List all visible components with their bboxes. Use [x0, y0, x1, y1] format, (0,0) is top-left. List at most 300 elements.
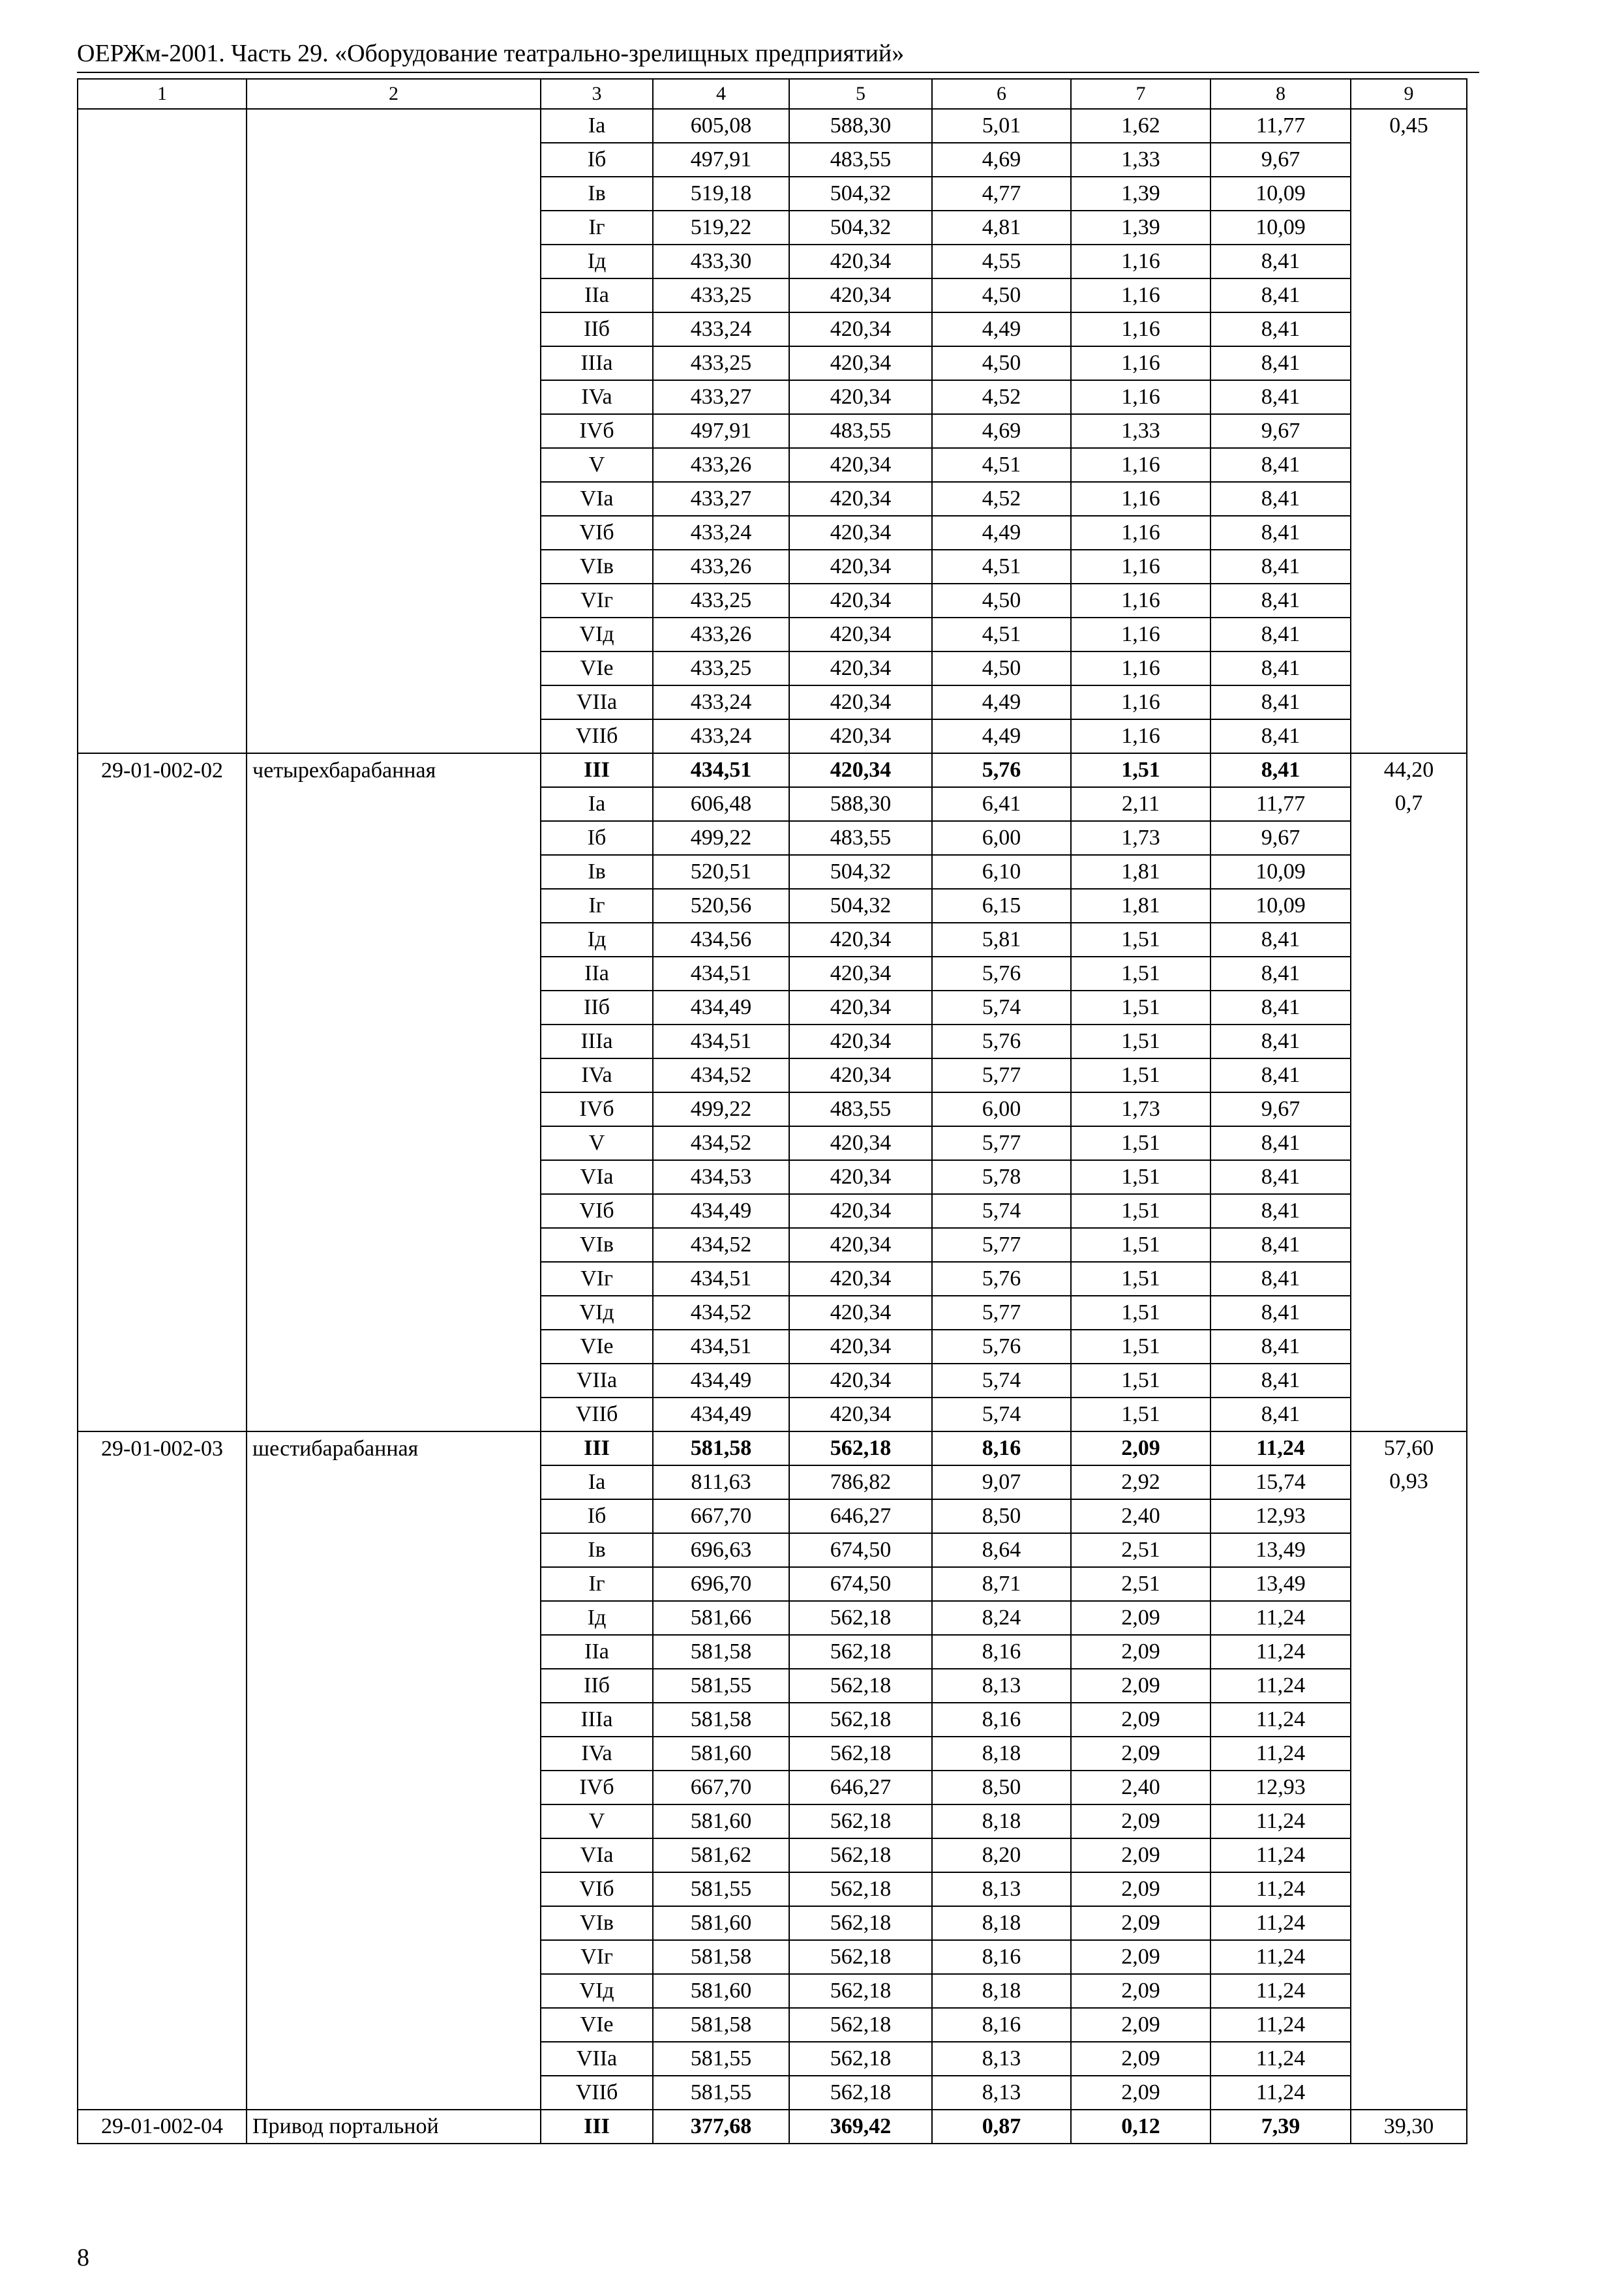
- table-row: [78, 651, 1467, 685]
- labor-cost-cell: 562,18: [789, 1669, 932, 1703]
- machine-wage-cell: 1,16: [1071, 584, 1210, 618]
- materials-cell: 12,93: [1210, 1499, 1351, 1533]
- machine-wage-cell: 1,39: [1071, 177, 1210, 211]
- labor-cost-cell: 420,34: [789, 1025, 932, 1058]
- machine-wage-cell: 1,39: [1071, 211, 1210, 245]
- machine-wage-cell: 2,09: [1071, 1940, 1210, 1974]
- materials-cell: 11,24: [1210, 2042, 1351, 2076]
- labor-hours-cell: [1351, 685, 1467, 719]
- page-number: 8: [77, 2244, 89, 2271]
- zone-cell: VIIa: [541, 685, 653, 719]
- labor-hours-cell: [1351, 448, 1467, 482]
- machine-cost-cell: 4,51: [932, 550, 1071, 584]
- materials-cell: 8,41: [1210, 584, 1351, 618]
- work-name-cell: четырехбарабанная: [247, 753, 541, 787]
- work-name-cell: Привод портальной: [247, 2110, 541, 2144]
- labor-hours-cell: [1351, 1635, 1467, 1669]
- zone-cell: III: [541, 2110, 653, 2144]
- labor-hours-cell: [1351, 1669, 1467, 1703]
- machine-cost-cell: 4,49: [932, 312, 1071, 346]
- materials-cell: 9,67: [1210, 143, 1351, 177]
- rate-code-cell: [78, 1296, 247, 1330]
- machine-wage-cell: 1,51: [1071, 1058, 1210, 1092]
- table-row: [78, 1533, 1467, 1567]
- labor-hours-cell: [1351, 957, 1467, 991]
- work-name-cell: [247, 1669, 541, 1703]
- total-cost-cell: 811,63: [653, 1465, 789, 1499]
- table-row: [78, 1330, 1467, 1364]
- labor-hours-cell: [1351, 1838, 1467, 1872]
- labor-cost-cell: 504,32: [789, 889, 932, 923]
- labor-cost-cell: 646,27: [789, 1499, 932, 1533]
- materials-cell: 9,67: [1210, 414, 1351, 448]
- total-cost-cell: 519,18: [653, 177, 789, 211]
- labor-cost-cell: 420,34: [789, 482, 932, 516]
- labor-cost-cell: 588,30: [789, 787, 932, 821]
- rate-code-cell: [78, 482, 247, 516]
- work-name-cell: [247, 312, 541, 346]
- table-row: [78, 1058, 1467, 1092]
- labor-hours-cell: [1351, 278, 1467, 312]
- work-name-cell: [247, 278, 541, 312]
- work-name-cell: [247, 346, 541, 380]
- table-row: [78, 1194, 1467, 1228]
- total-cost-cell: 581,60: [653, 1737, 789, 1771]
- work-name-cell: [247, 1330, 541, 1364]
- machine-cost-cell: 5,74: [932, 1194, 1071, 1228]
- work-name-cell: [247, 1533, 541, 1567]
- labor-hours-cell: [1351, 2076, 1467, 2110]
- labor-cost-cell: 562,18: [789, 1838, 932, 1872]
- labor-cost-cell: 420,34: [789, 516, 932, 550]
- work-name-cell: [247, 177, 541, 211]
- total-cost-cell: 433,24: [653, 685, 789, 719]
- machine-wage-cell: 1,16: [1071, 278, 1210, 312]
- total-cost-cell: 433,24: [653, 312, 789, 346]
- labor-cost-cell: 420,34: [789, 278, 932, 312]
- machine-cost-cell: 8,16: [932, 1431, 1071, 1465]
- rate-code-cell: 29-01-002-02: [78, 753, 247, 787]
- rate-code-cell: [78, 855, 247, 889]
- work-name-cell: [247, 245, 541, 278]
- zone-cell: Ia: [541, 1465, 653, 1499]
- machine-cost-cell: 4,49: [932, 719, 1071, 753]
- table-row: [78, 1296, 1467, 1330]
- table-row: [78, 1804, 1467, 1838]
- work-name-cell: [247, 1025, 541, 1058]
- materials-cell: 10,09: [1210, 889, 1351, 923]
- materials-cell: 9,67: [1210, 1092, 1351, 1126]
- materials-cell: 8,41: [1210, 1126, 1351, 1160]
- machine-wage-cell: 1,16: [1071, 618, 1210, 651]
- rate-code-cell: [78, 685, 247, 719]
- table-row: [78, 787, 1467, 821]
- machine-cost-cell: 6,00: [932, 821, 1071, 855]
- labor-hours-cell: [1351, 211, 1467, 245]
- zone-cell: IVб: [541, 414, 653, 448]
- work-name-cell: [247, 1296, 541, 1330]
- machine-wage-cell: 1,51: [1071, 1296, 1210, 1330]
- work-name-cell: [247, 1804, 541, 1838]
- work-name-cell: [247, 584, 541, 618]
- machine-wage-cell: 1,51: [1071, 1364, 1210, 1398]
- labor-cost-cell: 420,34: [789, 1296, 932, 1330]
- labor-cost-cell: 420,34: [789, 245, 932, 278]
- materials-cell: 8,41: [1210, 312, 1351, 346]
- labor-cost-cell: 562,18: [789, 1940, 932, 1974]
- machine-cost-cell: 6,00: [932, 1092, 1071, 1126]
- materials-cell: 8,41: [1210, 651, 1351, 685]
- rate-code-cell: [78, 1025, 247, 1058]
- table-row: [78, 278, 1467, 312]
- materials-cell: 8,41: [1210, 1330, 1351, 1364]
- work-name-cell: [247, 109, 541, 143]
- labor-cost-cell: 483,55: [789, 414, 932, 448]
- total-cost-cell: 433,25: [653, 584, 789, 618]
- work-name-cell: [247, 1262, 541, 1296]
- machine-cost-cell: 8,20: [932, 1838, 1071, 1872]
- zone-cell: III: [541, 753, 653, 787]
- materials-cell: 8,41: [1210, 448, 1351, 482]
- machine-wage-cell: 1,51: [1071, 753, 1210, 787]
- machine-cost-cell: 8,50: [932, 1499, 1071, 1533]
- table-row: [78, 991, 1467, 1025]
- work-name-cell: [247, 1398, 541, 1431]
- machine-wage-cell: 2,40: [1071, 1499, 1210, 1533]
- zone-cell: IIIa: [541, 1025, 653, 1058]
- total-cost-cell: 581,58: [653, 1940, 789, 1974]
- machine-cost-cell: 8,24: [932, 1601, 1071, 1635]
- zone-cell: VIIa: [541, 2042, 653, 2076]
- machine-wage-cell: 2,09: [1071, 1431, 1210, 1465]
- labor-cost-cell: 420,34: [789, 991, 932, 1025]
- zone-cell: VIIa: [541, 1364, 653, 1398]
- work-name-cell: [247, 482, 541, 516]
- labor-hours-cell: [1351, 1364, 1467, 1398]
- labor-hours-cell: [1351, 1058, 1467, 1092]
- labor-hours-cell: [1351, 584, 1467, 618]
- table-row: [78, 1465, 1467, 1499]
- machine-wage-cell: 2,40: [1071, 1771, 1210, 1804]
- table-row: [78, 1635, 1467, 1669]
- rate-code-cell: [78, 618, 247, 651]
- total-cost-cell: 434,52: [653, 1058, 789, 1092]
- machine-wage-cell: 2,09: [1071, 2076, 1210, 2110]
- rate-code-cell: [78, 1262, 247, 1296]
- work-name-cell: [247, 1364, 541, 1398]
- zone-cell: Iг: [541, 211, 653, 245]
- labor-hours-cell: [1351, 380, 1467, 414]
- rate-code-cell: [78, 1465, 247, 1499]
- machine-wage-cell: 2,09: [1071, 1601, 1210, 1635]
- table-row: [78, 2110, 1467, 2144]
- machine-wage-cell: 1,33: [1071, 414, 1210, 448]
- labor-cost-cell: 674,50: [789, 1533, 932, 1567]
- zone-cell: IIa: [541, 957, 653, 991]
- total-cost-cell: 520,56: [653, 889, 789, 923]
- rate-code-cell: [78, 1398, 247, 1431]
- machine-cost-cell: 8,13: [932, 2042, 1071, 2076]
- machine-wage-cell: 1,16: [1071, 516, 1210, 550]
- labor-hours-cell: [1351, 312, 1467, 346]
- rate-code-cell: [78, 109, 247, 143]
- total-cost-cell: 434,51: [653, 957, 789, 991]
- zone-cell: IVб: [541, 1771, 653, 1804]
- total-cost-cell: 696,63: [653, 1533, 789, 1567]
- work-name-cell: [247, 380, 541, 414]
- total-cost-cell: 433,24: [653, 719, 789, 753]
- table-row: [78, 211, 1467, 245]
- machine-cost-cell: 5,76: [932, 1025, 1071, 1058]
- zone-cell: IVa: [541, 1737, 653, 1771]
- zone-cell: V: [541, 448, 653, 482]
- rate-code-cell: [78, 1804, 247, 1838]
- rate-code-cell: [78, 957, 247, 991]
- labor-hours-cell: [1351, 618, 1467, 651]
- labor-hours-cell: [1351, 1025, 1467, 1058]
- work-name-cell: [247, 2008, 541, 2042]
- work-name-cell: [247, 211, 541, 245]
- table-row: [78, 380, 1467, 414]
- rate-code-cell: [78, 1872, 247, 1906]
- table-row: [78, 1126, 1467, 1160]
- rate-code-cell: [78, 1058, 247, 1092]
- rate-code-cell: [78, 2076, 247, 2110]
- table-row: [78, 1601, 1467, 1635]
- table-row: [78, 923, 1467, 957]
- table-row: [78, 1906, 1467, 1940]
- total-cost-cell: 581,60: [653, 1804, 789, 1838]
- total-cost-cell: 434,49: [653, 1194, 789, 1228]
- labor-cost-cell: 562,18: [789, 1703, 932, 1737]
- total-cost-cell: 434,49: [653, 1398, 789, 1431]
- machine-wage-cell: 2,51: [1071, 1567, 1210, 1601]
- rate-code-cell: [78, 1364, 247, 1398]
- labor-cost-cell: 483,55: [789, 1092, 932, 1126]
- materials-cell: 11,24: [1210, 1703, 1351, 1737]
- total-cost-cell: 520,51: [653, 855, 789, 889]
- materials-cell: 11,24: [1210, 1601, 1351, 1635]
- machine-cost-cell: 5,76: [932, 1330, 1071, 1364]
- materials-cell: 11,24: [1210, 1635, 1351, 1669]
- rate-code-cell: [78, 1194, 247, 1228]
- total-cost-cell: 433,27: [653, 482, 789, 516]
- machine-cost-cell: 5,81: [932, 923, 1071, 957]
- materials-cell: 15,74: [1210, 1465, 1351, 1499]
- rate-code-cell: [78, 1703, 247, 1737]
- table-row: [78, 957, 1467, 991]
- work-name-cell: [247, 1160, 541, 1194]
- machine-wage-cell: 1,33: [1071, 143, 1210, 177]
- labor-cost-cell: 420,34: [789, 346, 932, 380]
- labor-hours-cell: 0,7: [1351, 787, 1467, 821]
- rate-code-cell: [78, 1635, 247, 1669]
- labor-hours-cell: [1351, 889, 1467, 923]
- zone-cell: VIг: [541, 1940, 653, 1974]
- total-cost-cell: 377,68: [653, 2110, 789, 2144]
- work-name-cell: [247, 821, 541, 855]
- total-cost-cell: 497,91: [653, 414, 789, 448]
- table-row: [78, 1737, 1467, 1771]
- rate-code-cell: [78, 787, 247, 821]
- labor-hours-cell: [1351, 1737, 1467, 1771]
- materials-cell: 11,24: [1210, 1906, 1351, 1940]
- zone-cell: Iг: [541, 1567, 653, 1601]
- rate-code-cell: [78, 448, 247, 482]
- zone-cell: Iв: [541, 855, 653, 889]
- zone-cell: V: [541, 1126, 653, 1160]
- labor-hours-cell: [1351, 1974, 1467, 2008]
- machine-cost-cell: 4,69: [932, 414, 1071, 448]
- materials-cell: 8,41: [1210, 1228, 1351, 1262]
- table-row: [78, 448, 1467, 482]
- materials-cell: 11,24: [1210, 2076, 1351, 2110]
- machine-cost-cell: 4,77: [932, 177, 1071, 211]
- machine-wage-cell: 1,73: [1071, 821, 1210, 855]
- materials-cell: 11,24: [1210, 1669, 1351, 1703]
- labor-hours-cell: [1351, 855, 1467, 889]
- labor-cost-cell: 420,34: [789, 651, 932, 685]
- machine-cost-cell: 4,51: [932, 618, 1071, 651]
- machine-cost-cell: 0,87: [932, 2110, 1071, 2144]
- rate-code-cell: [78, 1906, 247, 1940]
- materials-cell: 8,41: [1210, 550, 1351, 584]
- column-number: 8: [1210, 79, 1351, 109]
- rate-code-cell: [78, 1092, 247, 1126]
- rate-code-cell: [78, 651, 247, 685]
- machine-wage-cell: 2,09: [1071, 1906, 1210, 1940]
- machine-wage-cell: 2,09: [1071, 1974, 1210, 2008]
- total-cost-cell: 433,26: [653, 448, 789, 482]
- work-name-cell: [247, 1194, 541, 1228]
- labor-hours-cell: [1351, 1228, 1467, 1262]
- zone-cell: VIIб: [541, 1398, 653, 1431]
- labor-hours-cell: [1351, 821, 1467, 855]
- zone-cell: VIв: [541, 550, 653, 584]
- labor-cost-cell: 504,32: [789, 855, 932, 889]
- total-cost-cell: 581,60: [653, 1974, 789, 2008]
- machine-wage-cell: 2,09: [1071, 1635, 1210, 1669]
- rate-code-cell: [78, 346, 247, 380]
- rate-code-cell: [78, 1228, 247, 1262]
- labor-hours-cell: [1351, 1703, 1467, 1737]
- machine-cost-cell: 8,13: [932, 2076, 1071, 2110]
- table-row: [78, 109, 1467, 143]
- table-row: [78, 414, 1467, 448]
- rate-code-cell: [78, 550, 247, 584]
- machine-cost-cell: 4,69: [932, 143, 1071, 177]
- machine-cost-cell: 8,18: [932, 1804, 1071, 1838]
- rate-code-cell: [78, 1330, 247, 1364]
- labor-hours-cell: [1351, 143, 1467, 177]
- materials-cell: 11,24: [1210, 2008, 1351, 2042]
- zone-cell: IVa: [541, 380, 653, 414]
- zone-cell: IIa: [541, 278, 653, 312]
- labor-hours-cell: [1351, 1771, 1467, 1804]
- materials-cell: 8,41: [1210, 923, 1351, 957]
- machine-wage-cell: 2,09: [1071, 1804, 1210, 1838]
- machine-wage-cell: 1,51: [1071, 1330, 1210, 1364]
- machine-cost-cell: 4,55: [932, 245, 1071, 278]
- machine-cost-cell: 8,16: [932, 1703, 1071, 1737]
- total-cost-cell: 434,56: [653, 923, 789, 957]
- work-name-cell: [247, 787, 541, 821]
- zone-cell: V: [541, 1804, 653, 1838]
- labor-cost-cell: 420,34: [789, 923, 932, 957]
- materials-cell: 8,41: [1210, 957, 1351, 991]
- labor-hours-cell: 39,30: [1351, 2110, 1467, 2144]
- zone-cell: VIe: [541, 1330, 653, 1364]
- table-row: [78, 1669, 1467, 1703]
- work-name-cell: [247, 1499, 541, 1533]
- zone-cell: Iд: [541, 1601, 653, 1635]
- materials-cell: 11,24: [1210, 1940, 1351, 1974]
- materials-cell: 8,41: [1210, 991, 1351, 1025]
- machine-cost-cell: 8,16: [932, 2008, 1071, 2042]
- column-number: 2: [247, 79, 541, 109]
- materials-cell: 11,24: [1210, 1974, 1351, 2008]
- table-row: [78, 1092, 1467, 1126]
- work-name-cell: [247, 855, 541, 889]
- rate-code-cell: [78, 1601, 247, 1635]
- table-row: [78, 753, 1467, 787]
- total-cost-cell: 433,25: [653, 278, 789, 312]
- labor-hours-cell: [1351, 1872, 1467, 1906]
- machine-cost-cell: 6,41: [932, 787, 1071, 821]
- labor-hours-cell: [1351, 346, 1467, 380]
- work-name-cell: [247, 1872, 541, 1906]
- total-cost-cell: 434,52: [653, 1228, 789, 1262]
- rate-code-cell: [78, 1126, 247, 1160]
- zone-cell: Iд: [541, 923, 653, 957]
- materials-cell: 8,41: [1210, 1025, 1351, 1058]
- labor-hours-cell: [1351, 1398, 1467, 1431]
- header-rule: [77, 72, 1479, 73]
- labor-hours-cell: [1351, 1906, 1467, 1940]
- rate-code-cell: [78, 719, 247, 753]
- materials-cell: 11,24: [1210, 1737, 1351, 1771]
- labor-hours-cell: [1351, 1262, 1467, 1296]
- zone-cell: VIe: [541, 651, 653, 685]
- work-name-cell: [247, 1092, 541, 1126]
- work-name-cell: [247, 1737, 541, 1771]
- labor-hours-cell: [1351, 1092, 1467, 1126]
- total-cost-cell: 581,55: [653, 1872, 789, 1906]
- materials-cell: 8,41: [1210, 516, 1351, 550]
- labor-hours-cell: [1351, 991, 1467, 1025]
- labor-cost-cell: 588,30: [789, 109, 932, 143]
- machine-cost-cell: 4,49: [932, 516, 1071, 550]
- machine-wage-cell: 2,09: [1071, 2042, 1210, 2076]
- labor-hours-cell: [1351, 1601, 1467, 1635]
- rate-code-cell: [78, 245, 247, 278]
- machine-wage-cell: 2,51: [1071, 1533, 1210, 1567]
- machine-cost-cell: 6,15: [932, 889, 1071, 923]
- rate-code-cell: [78, 923, 247, 957]
- table-row: [78, 1974, 1467, 2008]
- column-number: 5: [789, 79, 932, 109]
- total-cost-cell: 433,25: [653, 651, 789, 685]
- machine-cost-cell: 5,76: [932, 1262, 1071, 1296]
- machine-cost-cell: 5,77: [932, 1296, 1071, 1330]
- materials-cell: 11,24: [1210, 1838, 1351, 1872]
- labor-cost-cell: 420,34: [789, 550, 932, 584]
- rate-code-cell: [78, 1533, 247, 1567]
- total-cost-cell: 433,27: [653, 380, 789, 414]
- labor-hours-cell: [1351, 1194, 1467, 1228]
- zone-cell: VIIб: [541, 719, 653, 753]
- machine-wage-cell: 1,51: [1071, 957, 1210, 991]
